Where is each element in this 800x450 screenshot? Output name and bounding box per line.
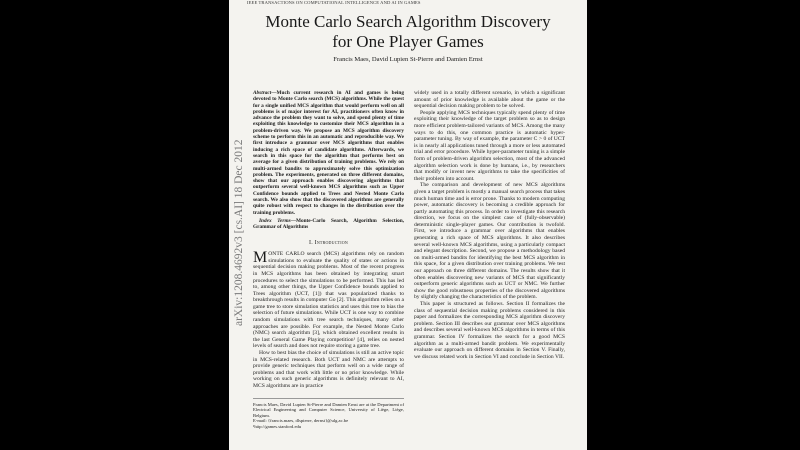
dropcap-word-rest: ONTE	[268, 251, 284, 258]
footnote-url: ¹http://games.stanford.edu	[253, 423, 302, 429]
abstract	[253, 90, 404, 216]
footnote	[253, 398, 404, 430]
title-line-2: for One Player Games	[332, 32, 484, 51]
right-column	[414, 90, 565, 360]
paper-title	[249, 12, 567, 52]
index-terms-text: —Monte-Carlo Search, Algorithm Selection, Grammar of Algorithms	[253, 217, 404, 231]
right-paragraph-4: This paper is structured as follows. Section II formalizes the class of sequential decision making problems considered in this paper and formalizes the corresponding MCS algorithm discovery problem. Section III describes our grammar over MCS algorithms and describes several well-known MCS algorithms in terms of this grammar. Section IV formalizes the search for a good MCS algorithm as a multi-armed bandit problem. We experimentally evaluate our approach on different domains in Section V. Finally, we discuss related work in Section VI and conclude in Section VII.	[414, 301, 565, 360]
arxiv-identifier	[233, 139, 245, 330]
left-column	[253, 90, 404, 430]
index-terms-label: Index Terms	[259, 217, 291, 224]
intro-paragraph-1	[253, 251, 404, 350]
title-line-1: Monte Carlo Search Algorithm Discovery	[265, 12, 551, 31]
right-paragraph-1: widely used in a totally different scenario, in which a significant amount of prior knowledge is available about the game or the sequential decision making problem to be solved.	[414, 90, 565, 110]
abstract-text: —Much current research in AI and games is being devoted to Monte Carlo search (MCS) algorithms. While the quest for a single unified MCS algorithm that would perform well on all problems is of major interest for AI, practitioners often know in advance the problem they want to solve, and spend plenty of time exploiting this knowledge to customize their MCS algorithm in a problem-driven way. We propose an MCS algorithm discovery scheme to perform this in an automatic and reproducible way. We first introduce a grammar over MCS algorithms that enables inducing a rich space of candidate algorithms. Afterwards, we search in this space for the algorithm that performs best on average for a given distribution of training problems. We rely on multi-armed bandits to approximately solve this optimization problem. The experiments, generated on three different domains, show that our approach enables discovering algorithms that outperform several well-known MCS algorithms such as Upper Confidence bounds applied to Trees and Nested Monte Carlo search. We also show that the discovered algorithms are generally quite robust with respect to changes in the distribution over the training problems.	[253, 90, 404, 216]
journal-header: IEEE TRANSACTIONS ON COMPUTATIONAL INTELLIGENCE AND AI IN GAMES	[247, 0, 421, 5]
paper-page	[229, 0, 587, 450]
footnote-affiliation: Francis Maes, David Lupien St-Pierre and Damien Ernst are at the Department of Electrical Engineering and Computer Science, University of Liège, Liège, Belgium.	[253, 401, 404, 418]
intro-paragraph-2: How to best bias the choice of simulations is still an active topic in MCS-related research. Both UCT and NMC are attempts to provide generic techniques that perform well on a wide range of problems and that work with little or no prior knowledge. While working on such generic algorithms is definitely relevant to AI, MCS algorithms are in practice	[253, 350, 404, 389]
drop-cap: M	[253, 249, 268, 267]
section-title-introduction: I. Introduction	[309, 239, 348, 246]
right-paragraph-3: The comparison and development of new MCS algorithms given a target problem is mostly a manual search process that takes much human time and is error prone. Thanks to modern computing power, automatic discovery is becoming a credible approach for partly automating this process. In order to investigate this research direction, we focus on the simplest case of (fully-observable) deterministic single-player games. Our contribution is twofold. First, we introduce a grammar over algorithms that enables generating a rich space of MCS algorithms. It also describes several well-known MCS algorithms, using a particularly compact and elegant description. Second, we propose a methodology based on multi-armed bandits for identifying the best MCS algorithm in this space, for a given distribution over training problems. We test our approach on three different domains. The results show that it often enables discovering new variants of MCS that significantly outperform generic algorithms such as UCT or NMC. We further show the good robustness properties of the discovered algorithms by slightly changing the characteristics of the problem.	[414, 182, 565, 301]
index-terms	[253, 218, 404, 231]
paper-authors: Francis Maes, David Lupien St-Pierre and Damien Ernst	[333, 56, 483, 63]
intro-paragraph-1-text: CARLO search (MCS) algorithms rely on random simulations to evaluate the quality of states or actions in sequential decision making problems. Most of the recent progress in MCS algorithms has been obtained by integrating smart procedures to select the simulations to be performed. This has led to, among other things, the Upper Confidence bounds applied to Trees algorithm (UCT, [1]) that was popularized thanks to breakthrough results in computer Go [2]. This algorithm relies on a game tree to store simulation statistics and uses this tree to bias the selection of future simulations. While UCT is one way to combine random simulations with tree search techniques, many other approaches are possible. For example, the Nested Monte Carlo (NMC) search algorithm [3], which obtained excellent results in the last General Game Playing competition¹ [4], relies on nested levels of search and does not require storing a game tree.	[253, 251, 405, 350]
abstract-label: Abstract	[253, 90, 272, 96]
footnote-email: E-mail: {francis.maes, dlspierre, dernst}@ulg.ac.be	[253, 418, 349, 424]
arxiv-id-text: arXiv:1208.4692v3 [cs.AI] 18 Dec 2012	[233, 139, 245, 326]
right-paragraph-2: People applying MCS techniques typically spend plenty of time exploiting their knowledge of the target problem so as to design more efficient problem-tailored variants of MCS. Among the many ways to do this, one common practice is automatic hyper-parameter tuning. By way of example, the parameter C > 0 of UCT is in nearly all applications tuned through a more or less automated trial and error procedure. While hyper-parameter tuning is a simple form of problem-driven algorithm selection, most of the advanced algorithm selection work is done by humans, i.e., by researchers that modify or invent new algorithms to take the specificities of their problem into account.	[414, 109, 565, 182]
